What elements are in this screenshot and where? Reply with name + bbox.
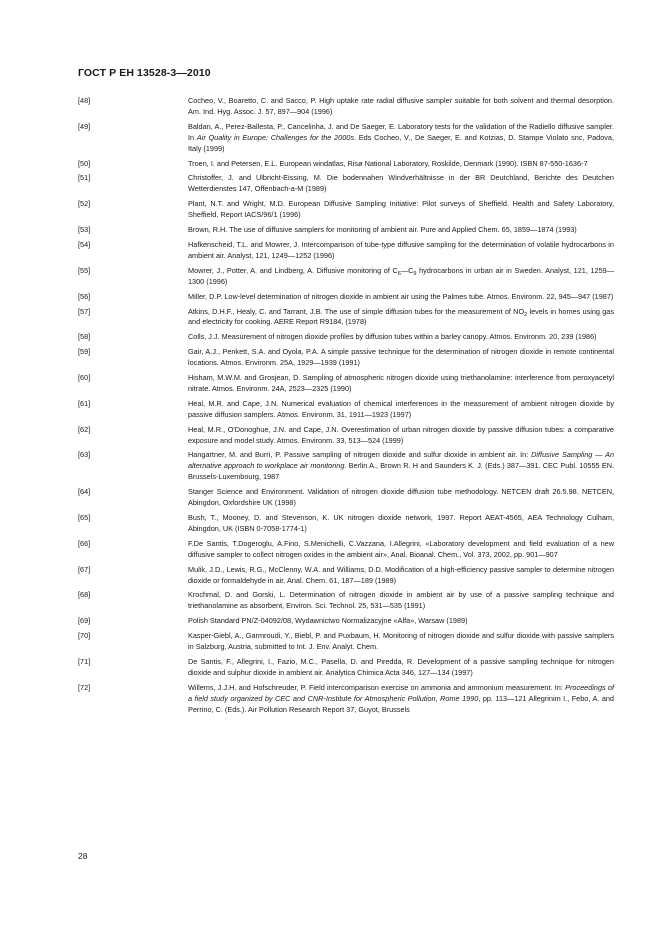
reference-text: Heal, M.R., O'Donoghue, J.N. and Cape, J.N. Overestimation of urban nitrogen dioxide by passive diffusion tubes: a comparative exposure and model study. Atmos. Environm. 33, 513—524 (1999) bbox=[188, 424, 614, 445]
reference-text: Mulik, J.D., Lewis, R.G., McClenny, W.A. and Williams, D.D. Modification of a high-efficiency passive sampler to determine nitrogen dioxide or formaldehyde in air. Anal. Chem. 61, 187—189 (1989) bbox=[188, 564, 614, 585]
reference-number: [48] bbox=[78, 96, 91, 105]
reference-number: [53] bbox=[78, 225, 91, 235]
reference-text: Willems, J.J.H. and Hofschreuder, P. Field intercomparison exercise on ammonia and ammonium measurement. In: Proceedings of a field study organized by CEC and CNR-Institute for Atmospheric Pollution, Rome 1990, pp. 113—121 Allegrinim I., Febo, A. and Perrino, C. (Eds.). Air Pollution Research Report 37, Guyot, Brussels bbox=[188, 682, 614, 714]
reference-number: [56] bbox=[78, 291, 91, 301]
reference-number: [65] bbox=[78, 513, 91, 522]
reference-item bbox=[78, 266, 614, 288]
reference-text: Heal, M.R. and Cape, J.N. Numerical evaluation of chemical interferences in the measurement of ambient nitrogen dioxide by passive diffusion samplers. Atmos. Environm. 31, 1911—1923 (1997) bbox=[188, 398, 614, 419]
reference-text: Polish Standard PN/Z-04092/08, Wydawnictwo Normalizacyjne «Alfa», Warsaw (1989) bbox=[188, 616, 468, 626]
reference-item bbox=[78, 347, 614, 369]
reference-number: [64] bbox=[78, 487, 91, 497]
reference-text: Baldan, A., Perez-Ballesta, P., Cancelinha, J. and De Saeger, E. Laboratory tests for the validation of the Radiello diffusive sampler. In Air Quality in Europe: Challenges for the 2000s. Eds Cocheo, V., De Saeger, E. and Kotzias, D. Stampe Violato snc, Padova, Italy (1999) bbox=[188, 121, 614, 153]
reference-number: [71] bbox=[78, 656, 91, 666]
reference-text: Plant, N.T. and Wright, M.D. European Diffusive Sampling Initiative: Pilot surveys of Sheffield. Health and Safety Laboratory, Sheffield, Report IACS/96/1 (1996) bbox=[188, 199, 614, 220]
page-number: 28 bbox=[78, 851, 88, 861]
reference-item bbox=[78, 631, 614, 653]
reference-text: Mowrer, J., Potter, A. and Lindberg, A. Diffusive monitoring of $C_6—C_9$ hydrocarbons in urban air in Sweden. Analyst, 121, 1259—1300 (1996) bbox=[188, 265, 615, 286]
reference-number: [49] bbox=[78, 121, 91, 131]
reference-item bbox=[78, 590, 614, 612]
reference-number: [70] bbox=[78, 631, 91, 641]
reference-text: Brown, R.H. The use of diffusive samplers for monitoring of ambient air. Pure and Applied Chem. 65, 1859—1874 (1993) bbox=[188, 225, 577, 235]
reference-text: Hafkenscheid, T.L. and Mowrer, J. Intercomparison of tube-type diffusive sampling for the determination of volatile hydrocarbons in ambient air. Analyst, 121, 1249—1252 (1996) bbox=[188, 239, 614, 260]
reference-item bbox=[78, 565, 614, 587]
reference-item bbox=[78, 307, 614, 329]
reference-text: Stanger Science and Environment. Validation of nitrogen dioxide diffusion tube methodology. NETCEN draft 26.5.98. NETCEN, Abingdon, Oxfordshire UK (1998) bbox=[188, 487, 614, 508]
reference-text: Gair, A.J., Penkett, S.A. and Oyola, P.A. A simple passive technique for the determination of nitrogen dioxide in remote continental locations. Atmos. Environm. 25A, 1929—1939 (1991) bbox=[188, 347, 614, 368]
reference-number: [72] bbox=[78, 682, 91, 692]
reference-number: [62] bbox=[78, 424, 91, 434]
reference-italic-title: Air Quality in Europe: Challenges for the 2000s bbox=[196, 132, 354, 142]
reference-item bbox=[78, 240, 614, 262]
reference-item bbox=[78, 487, 614, 509]
reference-italic-title: Proceedings of a field study organized by CEC and CNR-Institute for Atmospheric Pollution, Rome 1990 bbox=[188, 682, 614, 703]
reference-item bbox=[78, 96, 614, 118]
reference-item bbox=[78, 225, 614, 236]
reference-text: F.De Santis, T.Dogeroglu, A.Fino, S.Menichelli, C.Vazzana, I.Allegrini, «Laboratory development and field evaluation of a new diffusive sampler to collect nitrogen oxides in the ambient air», Anal. Bioanal. Chem., Vol. 373, 2002, pp. 901—907 bbox=[188, 538, 614, 559]
reference-text: Hangartner, M. and Burri, P. Passive sampling of nitrogen dioxide and sulfur dioxide in ambient air. In: Diffusive Sampling — An alternative approach to workplace air monitoring. Berlin A., Brown R. H and Saunders K. J. (Eds.) 387—391. CEC Publ. 10555 EN. Brussels-Luxembourg, 1987 bbox=[188, 450, 615, 482]
reference-text: Christoffer, J. and Ulbricht-Eissing, M. Die bodennahen Windverhältnisse in der BR Deutchland, Berichte des Deutchen Wetterdienstes 147, Offenbach-a-M (1989) bbox=[188, 173, 614, 194]
reference-number: [52] bbox=[78, 199, 91, 209]
reference-number: [66] bbox=[78, 538, 91, 548]
reference-number: [69] bbox=[78, 616, 91, 626]
reference-item bbox=[78, 332, 614, 343]
reference-number: [51] bbox=[78, 173, 91, 183]
reference-text: Krochmal, D. and Gorski, L. Determination of nitrogen dioxide in ambient air by use of a passive sampling technique and triethanolamine as absorbent, Environ. Sci. Technol. 25, 531—535 (1991) bbox=[188, 590, 614, 611]
reference-text: Colls, J.J. Measurement of nitrogen dioxide profiles by diffusion tubes within a barley canopy. Atmos. Environm. 20, 239 (1986) bbox=[188, 332, 597, 342]
reference-number: [50] bbox=[78, 158, 91, 168]
reference-text: De Santis, F., Allegrini, I., Fazio, M.C., Pasella, D. and Piredda, R. Development of a passive sampling technique for nitrogen dioxide and sulphur dioxide in ambient air. Analytica Chimica Acta 346, 127—134 (1997) bbox=[188, 656, 614, 677]
reference-text: Bush, T., Mooney, D. and Stevenson, K. UK nitrogen dioxide network, 1997. Report AEAT-4565, AEA Technology Culham, Abingdon, UK (ISBN 0-7058-1774-1) bbox=[188, 513, 614, 533]
reference-item bbox=[78, 399, 614, 421]
reference-item bbox=[78, 539, 614, 561]
reference-number: [59] bbox=[78, 347, 91, 357]
reference-number: [55] bbox=[78, 265, 91, 275]
reference-list bbox=[78, 96, 614, 716]
reference-item bbox=[78, 513, 614, 535]
reference-text: Hisham, M.W.M. and Grosjean, D. Sampling of atmospheric nitrogen dioxide using triethanolamine: interference from peroxyacetyl nitrate. Atmos. Environm. 24A, 2523—2325 (1990) bbox=[188, 373, 614, 393]
reference-item bbox=[78, 657, 614, 679]
reference-item bbox=[78, 425, 614, 447]
reference-number: [54] bbox=[78, 239, 91, 249]
reference-text: Atkins, D.H.F., Healy, C. and Tarrant, J.B. The use of simple diffusion tubes for the measurement of $NO_2$ levels in homes using gas and electricity for cooking. AERE Report R9184, (1978) bbox=[188, 306, 614, 327]
reference-number: [58] bbox=[78, 332, 91, 342]
reference-number: [67] bbox=[78, 564, 91, 574]
reference-item bbox=[78, 450, 614, 483]
reference-text: Cocheo, V., Boaretto, C. and Sacco, P. High uptake rate radial diffusive sampler suitable for both solvent and thermal desorption. Am. Ind. Hyg. Assoc. J. 57, 897—904 (1996) bbox=[188, 96, 614, 116]
reference-text: Kasper-Giebl, A., Garmroudi, Y., Biebl, P. and Puxbaum, H. Monitoring of nitrogen dioxide and sulfur dioxide with passive samplers in Salzburg, Austria, submitted to Int. J. Env. Analyt. Chem. bbox=[188, 631, 614, 652]
reference-item bbox=[78, 616, 614, 627]
reference-item bbox=[78, 292, 614, 303]
reference-number: [63] bbox=[78, 450, 91, 460]
reference-text: Troen, I. and Petersen, E.L. European windatlas, Risø National Laboratory, Roskilde, Denmark (1990). ISBN 87-550-1636-7 bbox=[188, 158, 588, 168]
reference-item bbox=[78, 199, 614, 221]
page-header: ГОСТ Р ЕН 13528-3—2010 bbox=[78, 67, 211, 79]
reference-number: [61] bbox=[78, 398, 91, 408]
reference-item bbox=[78, 173, 614, 195]
reference-item bbox=[78, 122, 614, 155]
reference-item bbox=[78, 373, 614, 395]
reference-number: [68] bbox=[78, 590, 91, 600]
reference-number: [57] bbox=[78, 306, 91, 316]
reference-item bbox=[78, 159, 614, 170]
reference-number: [60] bbox=[78, 373, 91, 383]
reference-italic-title: Diffusive Sampling — An alternative approach to workplace air monitoring bbox=[188, 450, 615, 471]
reference-item bbox=[78, 683, 614, 716]
reference-text: Miller, D.P. Low-level determination of nitrogen dioxide in ambient air using the Palmes tube. Atmos. Environm. 22, 945—947 (1987) bbox=[188, 291, 614, 301]
